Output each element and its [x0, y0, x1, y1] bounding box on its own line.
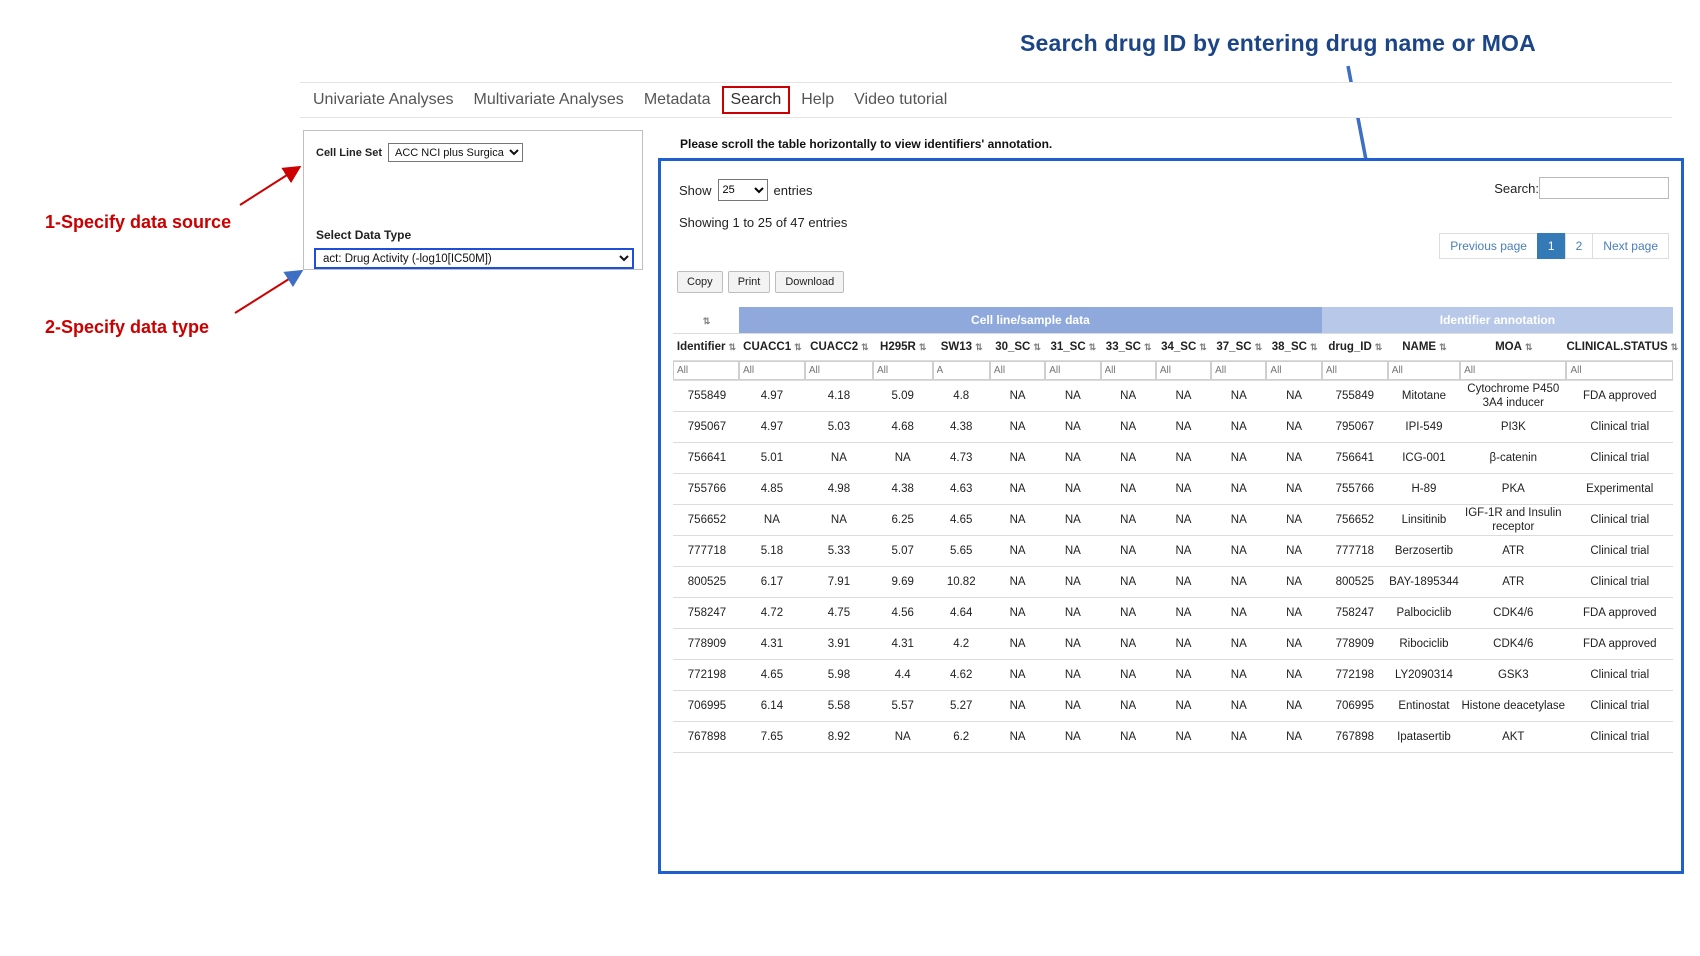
table-cell: 706995: [673, 691, 739, 722]
table-cell: 772198: [1322, 660, 1388, 691]
table-row[interactable]: [673, 722, 1673, 753]
table-cell: 5.09: [873, 381, 933, 412]
table-cell: NA: [1101, 660, 1156, 691]
th-h295r[interactable]: H295R ⇅: [873, 334, 933, 361]
filter-cell: [673, 361, 739, 381]
table-cell: NA: [1211, 691, 1266, 722]
table-cell: NA: [1211, 505, 1266, 536]
table-cell: Clinical trial: [1566, 722, 1673, 753]
table-cell: 4.2: [933, 629, 990, 660]
table-filter-row: [673, 361, 1673, 381]
table-cell: NA: [990, 691, 1045, 722]
search-input[interactable]: [1539, 177, 1669, 199]
table-cell: Linsitinib: [1388, 505, 1460, 536]
table-group-header-row: [673, 307, 1673, 334]
nav-item-video-tutorial[interactable]: Video tutorial: [854, 91, 948, 108]
data-type-select[interactable]: [314, 248, 634, 269]
table-cell: 9.69: [873, 567, 933, 598]
filter-cell: [990, 361, 1045, 381]
main-navbar: [300, 82, 1672, 118]
table-cell: Experimental: [1566, 474, 1673, 505]
group-header-blank[interactable]: ⇅: [673, 307, 739, 334]
table-cell: NA: [1156, 660, 1211, 691]
table-cell: NA: [805, 443, 873, 474]
table-cell: NA: [1101, 443, 1156, 474]
table-cell: 4.38: [873, 474, 933, 505]
table-cell: 767898: [673, 722, 739, 753]
table-cell: 800525: [1322, 567, 1388, 598]
table-cell: 800525: [673, 567, 739, 598]
table-cell: 4.31: [873, 629, 933, 660]
nav-item-multivariate-analyses[interactable]: Multivariate Analyses: [473, 91, 624, 108]
table-cell: NA: [1266, 443, 1321, 474]
table-cell: Ipatasertib: [1388, 722, 1460, 753]
filter-cell: [933, 361, 990, 381]
table-search: [1488, 177, 1669, 199]
table-cell: NA: [1266, 412, 1321, 443]
table-cell: 5.03: [805, 412, 873, 443]
table-cell: 756652: [673, 505, 739, 536]
table-cell: 7.65: [739, 722, 805, 753]
table-cell: NA: [990, 629, 1045, 660]
filter-cell: [1156, 361, 1211, 381]
table-row[interactable]: [673, 660, 1673, 691]
table-cell: NA: [1045, 443, 1100, 474]
table-cell: 4.72: [739, 598, 805, 629]
table-cell: NA: [1156, 412, 1211, 443]
table-cell: NA: [990, 474, 1045, 505]
filter-input-identifier[interactable]: [673, 361, 739, 380]
table-cell: NA: [1101, 474, 1156, 505]
table-cell: NA: [1211, 443, 1266, 474]
table-cell: 4.65: [933, 505, 990, 536]
scroll-hint: Please scroll the table horizontally to view identifiers' annotation.: [680, 137, 1053, 151]
table-cell: NA: [739, 505, 805, 536]
table-body: [673, 381, 1673, 753]
table-cell: CDK4/6: [1460, 598, 1566, 629]
filter-input-clinical-status[interactable]: [1566, 361, 1673, 380]
table-column-header-row: [673, 334, 1673, 361]
table-cell: NA: [990, 505, 1045, 536]
table-cell: NA: [1101, 412, 1156, 443]
th-clinical-status[interactable]: CLINICAL.STATUS ⇅: [1566, 334, 1673, 361]
table-cell: NA: [1156, 722, 1211, 753]
table-cell: 4.73: [933, 443, 990, 474]
table-cell: 795067: [1322, 412, 1388, 443]
table-cell: NA: [990, 381, 1045, 412]
table-cell: Clinical trial: [1566, 536, 1673, 567]
entries-label: entries: [773, 182, 813, 198]
table-cell: 8.92: [805, 722, 873, 753]
filter-input-cuacc2[interactable]: [805, 361, 873, 380]
table-cell: NA: [1266, 381, 1321, 412]
filter-input-33-sc[interactable]: [1101, 361, 1156, 380]
table-cell: NA: [1156, 474, 1211, 505]
table-cell: 4.97: [739, 381, 805, 412]
table-cell: Berzosertib: [1388, 536, 1460, 567]
table-cell: 4.38: [933, 412, 990, 443]
filter-cell: [1045, 361, 1100, 381]
table-cell: NA: [1045, 505, 1100, 536]
group-header-cellline: Cell line/sample data: [739, 307, 1322, 334]
table-cell: NA: [1266, 474, 1321, 505]
table-cell: ATR: [1460, 536, 1566, 567]
nav-item-metadata[interactable]: Metadata: [643, 91, 711, 108]
table-row[interactable]: [673, 505, 1673, 536]
filter-cell: [1101, 361, 1156, 381]
table-cell: NA: [1211, 567, 1266, 598]
table-cell: NA: [1101, 505, 1156, 536]
filter-cell: [1322, 361, 1388, 381]
filter-cell: [1266, 361, 1321, 381]
table-cell: NA: [1045, 381, 1100, 412]
table-cell: NA: [1211, 474, 1266, 505]
table-cell: BAY-1895344: [1388, 567, 1460, 598]
table-cell: Clinical trial: [1566, 505, 1673, 536]
cell-line-set-select[interactable]: [388, 143, 523, 162]
control-panel: [303, 130, 643, 270]
table-cell: 756641: [673, 443, 739, 474]
filter-input-31-sc[interactable]: [1045, 361, 1100, 380]
table-cell: 4.56: [873, 598, 933, 629]
table-cell: NA: [1266, 691, 1321, 722]
table-cell: 4.97: [739, 412, 805, 443]
th-37-sc[interactable]: 37_SC ⇅: [1211, 334, 1266, 361]
table-cell: NA: [1211, 381, 1266, 412]
table-cell: 778909: [1322, 629, 1388, 660]
filter-input-37-sc[interactable]: [1211, 361, 1266, 380]
show-label: Show: [679, 182, 712, 198]
table-cell: NA: [1101, 722, 1156, 753]
table-cell: 4.31: [739, 629, 805, 660]
table-cell: 5.07: [873, 536, 933, 567]
next-page-button[interactable]: Next page: [1592, 233, 1669, 259]
table-cell: 5.57: [873, 691, 933, 722]
table-cell: NA: [873, 443, 933, 474]
table-cell: Entinostat: [1388, 691, 1460, 722]
nav-item-univariate-analyses[interactable]: Univariate Analyses: [313, 91, 454, 108]
table-cell: 767898: [1322, 722, 1388, 753]
table-cell: NA: [1045, 629, 1100, 660]
table-cell: FDA approved: [1566, 629, 1673, 660]
table-cell: 4.8: [933, 381, 990, 412]
cell-line-set-row: [316, 143, 523, 162]
table-cell: Clinical trial: [1566, 412, 1673, 443]
table-cell: 6.17: [739, 567, 805, 598]
table-cell: 4.68: [873, 412, 933, 443]
table-cell: 755849: [673, 381, 739, 412]
cell-line-set-label: Cell Line Set: [316, 146, 383, 159]
filter-input-name[interactable]: [1388, 361, 1460, 380]
table-cell: 5.98: [805, 660, 873, 691]
table-cell: 5.18: [739, 536, 805, 567]
table-cell: H-89: [1388, 474, 1460, 505]
table-cell: NA: [1156, 629, 1211, 660]
nav-item-help[interactable]: Help: [801, 91, 835, 108]
table-cell: NA: [1156, 598, 1211, 629]
th-34-sc[interactable]: 34_SC ⇅: [1156, 334, 1211, 361]
table-cell: NA: [1101, 536, 1156, 567]
th-moa[interactable]: MOA ⇅: [1460, 334, 1566, 361]
table-cell: 7.91: [805, 567, 873, 598]
table-cell: NA: [1266, 629, 1321, 660]
table-cell: 5.58: [805, 691, 873, 722]
table-cell: 6.2: [933, 722, 990, 753]
table-cell: PI3K: [1460, 412, 1566, 443]
nav-item-search[interactable]: Search: [722, 86, 791, 114]
filter-cell: [739, 361, 805, 381]
table-cell: 5.01: [739, 443, 805, 474]
table-cell: Ribociclib: [1388, 629, 1460, 660]
table-cell: NA: [990, 443, 1045, 474]
table-cell: 5.65: [933, 536, 990, 567]
table-cell: 4.63: [933, 474, 990, 505]
table-row[interactable]: [673, 443, 1673, 474]
filter-input-38-sc[interactable]: [1266, 361, 1321, 380]
table-cell: NA: [1266, 567, 1321, 598]
table-cell: NA: [1211, 536, 1266, 567]
table-cell: 4.62: [933, 660, 990, 691]
page-button-1[interactable]: 1: [1537, 233, 1566, 259]
table-cell: NA: [1211, 722, 1266, 753]
table-cell: NA: [1211, 629, 1266, 660]
page-button-2[interactable]: 2: [1565, 233, 1594, 259]
table-cell: NA: [1045, 474, 1100, 505]
filter-input-cuacc1[interactable]: [739, 361, 805, 380]
table-cell: β-catenin: [1460, 443, 1566, 474]
table-cell: Histone deacetylase: [1460, 691, 1566, 722]
table-cell: NA: [1266, 722, 1321, 753]
table-cell: 755766: [673, 474, 739, 505]
copy-button[interactable]: Copy: [677, 271, 723, 293]
table-cell: Clinical trial: [1566, 443, 1673, 474]
filter-input-30-sc[interactable]: [990, 361, 1045, 380]
table-cell: 795067: [673, 412, 739, 443]
table-cell: NA: [990, 598, 1045, 629]
table-cell: 3.91: [805, 629, 873, 660]
filter-cell: [805, 361, 873, 381]
table-cell: 4.4: [873, 660, 933, 691]
table-row[interactable]: [673, 474, 1673, 505]
table-cell: NA: [1101, 567, 1156, 598]
showing-entries-text: Showing 1 to 25 of 47 entries: [679, 215, 848, 230]
table-cell: FDA approved: [1566, 381, 1673, 412]
table-cell: ICG-001: [1388, 443, 1460, 474]
table-cell: 756652: [1322, 505, 1388, 536]
table-cell: NA: [1045, 567, 1100, 598]
table-cell: Clinical trial: [1566, 691, 1673, 722]
table-cell: NA: [1211, 412, 1266, 443]
page-size-select[interactable]: [718, 179, 768, 201]
table-cell: NA: [1101, 691, 1156, 722]
table-cell: 4.64: [933, 598, 990, 629]
table-cell: CDK4/6: [1460, 629, 1566, 660]
th-drug-id[interactable]: drug_ID ⇅: [1322, 334, 1388, 361]
filter-cell: [1460, 361, 1566, 381]
table-cell: NA: [990, 660, 1045, 691]
table-cell: NA: [1045, 691, 1100, 722]
table-cell: NA: [990, 412, 1045, 443]
table-cell: NA: [1156, 443, 1211, 474]
previous-page-button[interactable]: Previous page: [1439, 233, 1538, 259]
table-cell: 772198: [673, 660, 739, 691]
filter-input-h295r[interactable]: [873, 361, 933, 380]
filter-input-sw13[interactable]: [933, 361, 990, 380]
table-cell: 758247: [1322, 598, 1388, 629]
table-row[interactable]: [673, 412, 1673, 443]
table-cell: NA: [1266, 536, 1321, 567]
table-cell: Mitotane: [1388, 381, 1460, 412]
table-cell: NA: [1266, 505, 1321, 536]
th-cuacc2[interactable]: CUACC2 ⇅: [805, 334, 873, 361]
table-cell: NA: [1045, 412, 1100, 443]
filter-cell: [1211, 361, 1266, 381]
table-cell: NA: [873, 722, 933, 753]
table-row[interactable]: [673, 381, 1673, 412]
table-cell: PKA: [1460, 474, 1566, 505]
table-cell: NA: [1045, 722, 1100, 753]
table-cell: NA: [805, 505, 873, 536]
table-cell: NA: [990, 536, 1045, 567]
filter-input-drug-id[interactable]: [1322, 361, 1388, 380]
filter-cell: [873, 361, 933, 381]
filter-input-moa[interactable]: [1460, 361, 1566, 380]
pagination: [1440, 233, 1669, 259]
th-identifier[interactable]: Identifier ⇅: [673, 334, 739, 361]
filter-cell: [1566, 361, 1673, 381]
table-cell: 5.33: [805, 536, 873, 567]
table-cell: 756641: [1322, 443, 1388, 474]
table-cell: NA: [1156, 691, 1211, 722]
table-cell: NA: [1045, 536, 1100, 567]
show-entries-control: [679, 179, 813, 201]
table-cell: NA: [1045, 660, 1100, 691]
callout-step-2: 2-Specify data type: [45, 317, 210, 337]
table-cell: LY2090314: [1388, 660, 1460, 691]
table-cell: AKT: [1460, 722, 1566, 753]
table-cell: Clinical trial: [1566, 567, 1673, 598]
table-cell: ATR: [1460, 567, 1566, 598]
callout-step-1: 1-Specify data source: [45, 212, 232, 232]
table-row[interactable]: [673, 598, 1673, 629]
th-cuacc1[interactable]: CUACC1 ⇅: [739, 334, 805, 361]
table-cell: 4.98: [805, 474, 873, 505]
table-cell: FDA approved: [1566, 598, 1673, 629]
table-cell: 5.27: [933, 691, 990, 722]
table-cell: 4.85: [739, 474, 805, 505]
results-inner: [673, 171, 1678, 863]
table-cell: 6.25: [873, 505, 933, 536]
table-cell: 4.75: [805, 598, 873, 629]
table-cell: NA: [1266, 660, 1321, 691]
results-table: [673, 307, 1678, 753]
table-cell: 758247: [673, 598, 739, 629]
table-cell: IGF-1R and Insulin receptor: [1460, 505, 1566, 536]
table-cell: NA: [1211, 660, 1266, 691]
table-cell: 777718: [1322, 536, 1388, 567]
table-cell: NA: [990, 567, 1045, 598]
table-cell: Cytochrome P450 3A4 inducer: [1460, 381, 1566, 412]
table-cell: 6.14: [739, 691, 805, 722]
table-cell: Clinical trial: [1566, 660, 1673, 691]
th-31-sc[interactable]: 31_SC ⇅: [1045, 334, 1100, 361]
th-sw13[interactable]: SW13 ⇅: [933, 334, 990, 361]
table-cell: NA: [1156, 536, 1211, 567]
table-cell: 778909: [673, 629, 739, 660]
table-export-buttons: [677, 271, 849, 293]
group-header-annotation: Identifier annotation: [1322, 307, 1673, 334]
results-panel: [658, 158, 1684, 874]
table-cell: NA: [1101, 629, 1156, 660]
table-cell: 755849: [1322, 381, 1388, 412]
filter-input-34-sc[interactable]: [1156, 361, 1211, 380]
table-cell: 4.65: [739, 660, 805, 691]
table-cell: 10.82: [933, 567, 990, 598]
table-cell: NA: [990, 722, 1045, 753]
table-cell: 4.18: [805, 381, 873, 412]
table-cell: NA: [1045, 598, 1100, 629]
table-cell: 706995: [1322, 691, 1388, 722]
th-30-sc[interactable]: 30_SC ⇅: [990, 334, 1045, 361]
table-cell: 755766: [1322, 474, 1388, 505]
table-cell: NA: [1156, 567, 1211, 598]
table-cell: Palbociclib: [1388, 598, 1460, 629]
filter-cell: [1388, 361, 1460, 381]
table-row[interactable]: [673, 629, 1673, 660]
download-button[interactable]: Download: [775, 271, 844, 293]
table-cell: NA: [1266, 598, 1321, 629]
table-cell: NA: [1156, 381, 1211, 412]
table-cell: GSK3: [1460, 660, 1566, 691]
table-cell: NA: [1101, 381, 1156, 412]
table-cell: 777718: [673, 536, 739, 567]
table-cell: NA: [1211, 598, 1266, 629]
table-row[interactable]: [673, 536, 1673, 567]
table-cell: IPI-549: [1388, 412, 1460, 443]
table-cell: NA: [1101, 598, 1156, 629]
data-type-label: Select Data Type: [316, 228, 412, 242]
callout-search-title: Search drug ID by entering drug name or MOA: [1020, 30, 1536, 56]
th-33-sc[interactable]: 33_SC ⇅: [1101, 334, 1156, 361]
th-38-sc[interactable]: 38_SC ⇅: [1266, 334, 1321, 361]
table-cell: NA: [1156, 505, 1211, 536]
search-label: Search:: [1494, 180, 1539, 196]
th-name[interactable]: NAME ⇅: [1388, 334, 1460, 361]
print-button[interactable]: Print: [728, 271, 771, 293]
table-row[interactable]: [673, 691, 1673, 722]
table-row[interactable]: [673, 567, 1673, 598]
